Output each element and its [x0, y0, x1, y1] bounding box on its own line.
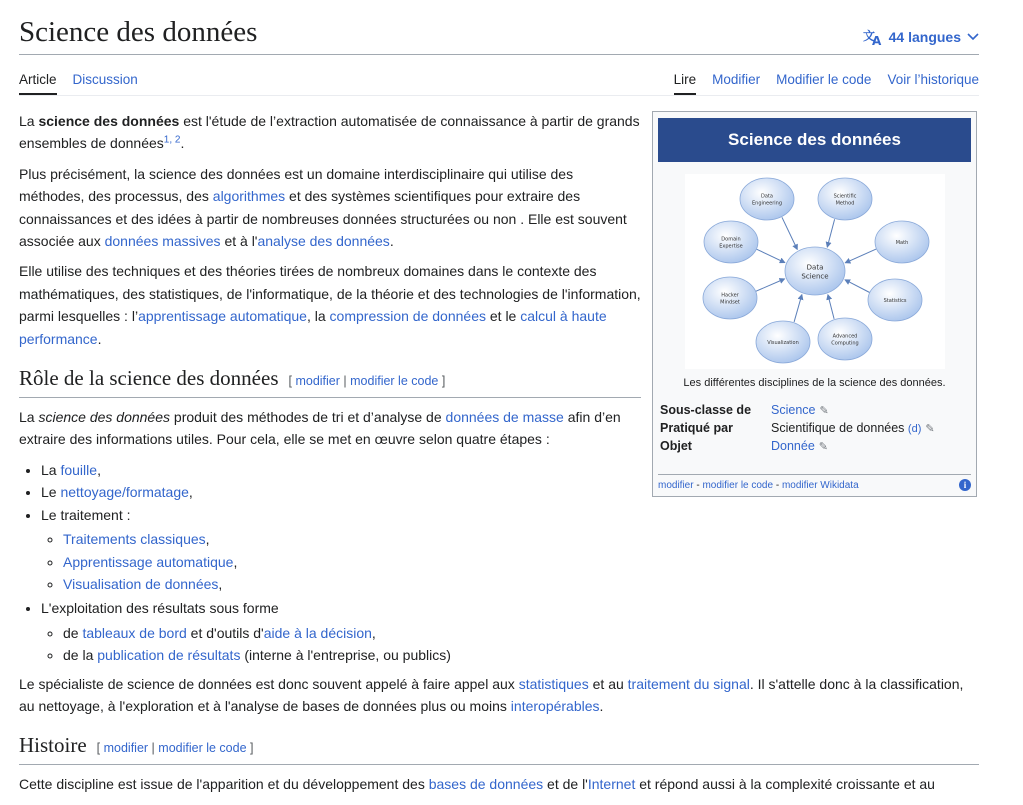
chevron-down-icon	[967, 33, 979, 41]
value-text: Scientifique de données	[771, 421, 905, 435]
link-bases-de-donnees[interactable]: bases de données	[428, 776, 544, 793]
link-compression-de-donnees[interactable]: compression de données	[329, 308, 486, 325]
list-item	[41, 504, 979, 596]
text: de la	[63, 647, 98, 664]
reference-link[interactable]: 1, 2	[163, 134, 181, 146]
diagram-label: Statistics	[883, 298, 906, 304]
info-icon[interactable]: i	[959, 479, 971, 491]
infobox-title: Science des données	[658, 118, 971, 162]
text: et au	[588, 675, 628, 692]
infobox-value	[771, 437, 935, 455]
text: La	[41, 461, 61, 478]
text: La	[19, 409, 39, 426]
diagram-label: Advanced	[832, 333, 857, 340]
article-main-column	[19, 110, 641, 451]
role-paragraph	[19, 406, 641, 451]
infobox-row	[660, 419, 935, 437]
link-calcul-haute-performance[interactable]: calcul à haute performance	[19, 308, 607, 347]
section-edit-link[interactable]: modifier	[103, 741, 149, 756]
bracket: [	[96, 741, 104, 756]
text: .	[599, 697, 604, 714]
text: L'exploitation des résultats sous forme	[41, 600, 279, 617]
section-edit-code-link[interactable]: modifier le code	[158, 741, 247, 756]
tab-edit-code[interactable]: Modifier le code	[776, 72, 872, 87]
link-publication-de-resultats[interactable]: publication de résultats	[97, 647, 241, 664]
section-edit-links	[289, 374, 446, 388]
view-tabs	[674, 72, 979, 95]
diagram-label: Expertise	[718, 243, 743, 250]
tab-read[interactable]: Lire	[674, 72, 697, 95]
italic-term: science des données	[38, 409, 171, 426]
arrow-line	[781, 217, 796, 249]
infobox-key: Sous-classe de	[660, 403, 752, 417]
text: ,	[97, 461, 101, 478]
text: La	[19, 113, 39, 129]
text: ,	[218, 575, 223, 592]
infobox-row	[660, 401, 935, 419]
section-heading-role	[19, 364, 641, 398]
intro-paragraph-1	[19, 110, 641, 155]
list-item	[63, 528, 979, 550]
infobox-edit-links	[658, 480, 859, 491]
wikidata-flag-link[interactable]: (d)	[907, 423, 922, 435]
text: Le spécialiste de science de données est donc souvent appelé à faire appel aux	[19, 675, 519, 692]
infobox-diagram[interactable]	[685, 174, 945, 369]
wide-text	[19, 673, 979, 796]
text: Elle utilise des techniques et des théories tirées de nombreux domaines dans le contexte des mathématiques, des statistiques, de l'informatique, de la théorie et des technologies de l'information, parmi lesquelles : l’	[19, 263, 641, 325]
text: .	[389, 233, 394, 250]
page-title: Science des données	[19, 16, 258, 48]
text: et à l'	[220, 233, 258, 250]
diagram-label: Scientific	[833, 193, 856, 200]
svg-text:A: A	[871, 34, 881, 46]
link-apprentissage-automatique-2[interactable]: Apprentissage automatique	[63, 553, 234, 570]
tab-discussion[interactable]: Discussion	[72, 72, 138, 87]
text: (interne à l'entreprise, ou publics)	[240, 647, 451, 664]
text: Plus précisément, la science des données est un domaine interdisciplinaire qui utilise des méthodes, des processus, des	[19, 165, 574, 205]
diagram-label: Math	[895, 240, 908, 246]
bracket: [	[288, 374, 296, 389]
title-divider	[19, 54, 979, 55]
link-donnees-de-masse[interactable]: données de masse	[445, 409, 564, 426]
tab-article[interactable]: Article	[19, 72, 57, 95]
text: . Il s'attelle donc à la classification, au nettoyage, à l'exploration et à l'analyse de bases de données plus ou moins	[19, 675, 964, 714]
diagram-label: Computing	[830, 340, 859, 347]
diagram-label: Method	[835, 200, 854, 207]
arrow-line	[794, 295, 802, 322]
infobox-table	[660, 401, 935, 455]
languages-label: 44 langues	[888, 29, 961, 45]
arrow-line	[756, 249, 784, 262]
diagram-label: Visualization	[766, 340, 799, 346]
pencil-icon[interactable]: ✎	[818, 441, 829, 453]
link-fouille[interactable]: fouille	[60, 461, 98, 478]
infobox-edit-wikidata-link[interactable]: modifier Wikidata	[781, 479, 859, 491]
text: Le traitement :	[41, 506, 131, 523]
role-paragraph-2	[19, 673, 979, 718]
diagram-label: Mindset	[719, 299, 740, 306]
link-donnee[interactable]: Donnée	[771, 439, 815, 453]
diagram-label: Engineering	[751, 200, 782, 207]
link-nettoyage-formatage[interactable]: nettoyage/formatage	[60, 484, 189, 501]
arrow-line	[827, 219, 834, 247]
text: ,	[233, 553, 238, 570]
text: est l'étude de l’extraction automatisée de connaissance à partir de grands ensembles de données	[19, 113, 640, 152]
link-traitement-du-signal[interactable]: traitement du signal	[627, 675, 750, 692]
link-traitements-classiques[interactable]: Traitements classiques	[63, 531, 206, 548]
text: afin d’en extraire des informations utiles. Pour cela, elle se met en œuvre selon quatre étapes :	[19, 409, 621, 448]
section-title: Histoire	[19, 733, 87, 758]
list-item	[63, 644, 979, 666]
link-internet[interactable]: Internet	[587, 776, 636, 793]
pencil-icon[interactable]: ✎	[925, 423, 935, 435]
section-edit-links	[97, 741, 254, 755]
sub-list	[41, 622, 979, 667]
link-apprentissage-automatique[interactable]: apprentissage automatique	[138, 308, 307, 325]
separator: -	[693, 479, 703, 491]
tab-edit[interactable]: Modifier	[712, 72, 761, 87]
tabs-divider	[19, 95, 979, 96]
bold-term: science des données	[38, 113, 180, 129]
infobox-value	[771, 419, 935, 437]
infobox-caption: Les différentes disciplines de la science des données.	[683, 377, 946, 389]
diagram-label: Hacker	[720, 292, 739, 299]
diagram-center-label: Data	[806, 263, 823, 272]
infobox	[652, 111, 977, 497]
infobox-key: Pratiqué par	[660, 421, 733, 435]
section-edit-code-link[interactable]: modifier le code	[350, 374, 439, 389]
history-paragraph	[19, 773, 979, 795]
text: .	[97, 330, 102, 347]
text: et de l'	[543, 776, 588, 793]
text: Le	[41, 484, 61, 501]
link-analyse-des-donnees[interactable]: analyse des données	[257, 233, 390, 250]
text: Cette discipline est issue de l'apparition et du développement des	[19, 776, 429, 793]
infobox-edit-link[interactable]: modifier	[658, 479, 694, 491]
diagram-center-label: Science	[800, 272, 829, 281]
text: et des systèmes scientifiques pour extraire des connaissances et des idées à partir de nombreuses données structurées ou non . Elle est souvent associée aux	[19, 188, 627, 250]
tab-history[interactable]: Voir l’historique	[887, 72, 979, 87]
list-item	[63, 573, 979, 595]
text: ,	[205, 531, 210, 548]
diagram-label: Data	[760, 193, 773, 200]
link-statistiques[interactable]: statistiques	[518, 675, 589, 692]
namespace-tabs	[19, 72, 138, 95]
arrow-line	[755, 279, 784, 291]
arrow-line	[845, 280, 870, 293]
link-science[interactable]: Science	[771, 403, 816, 417]
list-item	[63, 551, 979, 573]
separator: |	[148, 741, 159, 756]
translate-icon	[863, 28, 883, 46]
text: produit des méthodes de tri et d’analyse de	[170, 409, 446, 426]
separator: |	[339, 374, 351, 389]
separator: -	[773, 479, 782, 491]
intro-paragraph-2	[19, 163, 641, 253]
arrow-line	[827, 295, 833, 319]
link-donnees-massives[interactable]: données massives	[104, 233, 221, 250]
infobox-key: Objet	[660, 439, 692, 453]
link-interoperables[interactable]: interopérables	[510, 697, 600, 714]
link-visualisation-de-donnees[interactable]: Visualisation de données	[63, 575, 219, 592]
text: ,	[188, 484, 193, 501]
intro-paragraph-3	[19, 260, 641, 350]
bracket: ]	[438, 374, 446, 389]
infobox-footer	[658, 474, 971, 491]
data-science-diagram	[685, 174, 945, 369]
text: et répond aussi à la complexité croissante et au	[635, 776, 935, 793]
text: ,	[371, 624, 376, 641]
infobox-value	[771, 401, 935, 419]
section-heading-histoire	[19, 731, 979, 765]
text: de	[63, 624, 83, 641]
text: .	[180, 135, 185, 152]
bracket: ]	[246, 741, 254, 756]
link-aide-a-la-decision[interactable]: aide à la décision	[263, 624, 372, 641]
arrow-line	[845, 249, 876, 263]
text: et d'outils d'	[186, 624, 264, 641]
section-title: Rôle de la science des données	[19, 366, 279, 391]
infobox-edit-code-link[interactable]: modifier le code	[702, 479, 774, 491]
list-item	[41, 597, 979, 666]
link-algorithmes[interactable]: algorithmes	[212, 188, 286, 205]
pencil-icon[interactable]: ✎	[819, 405, 829, 417]
link-tableaux-de-bord[interactable]: tableaux de bord	[82, 624, 187, 641]
section-edit-link[interactable]: modifier	[295, 374, 340, 389]
svg-text:文: 文	[862, 29, 875, 43]
text: , la	[306, 308, 330, 325]
text: et le	[485, 308, 521, 325]
list-item	[63, 622, 979, 644]
diagram-label: Domain	[720, 236, 741, 243]
sub-list	[41, 528, 979, 595]
infobox-row	[660, 437, 935, 455]
languages-button[interactable]	[863, 28, 979, 46]
